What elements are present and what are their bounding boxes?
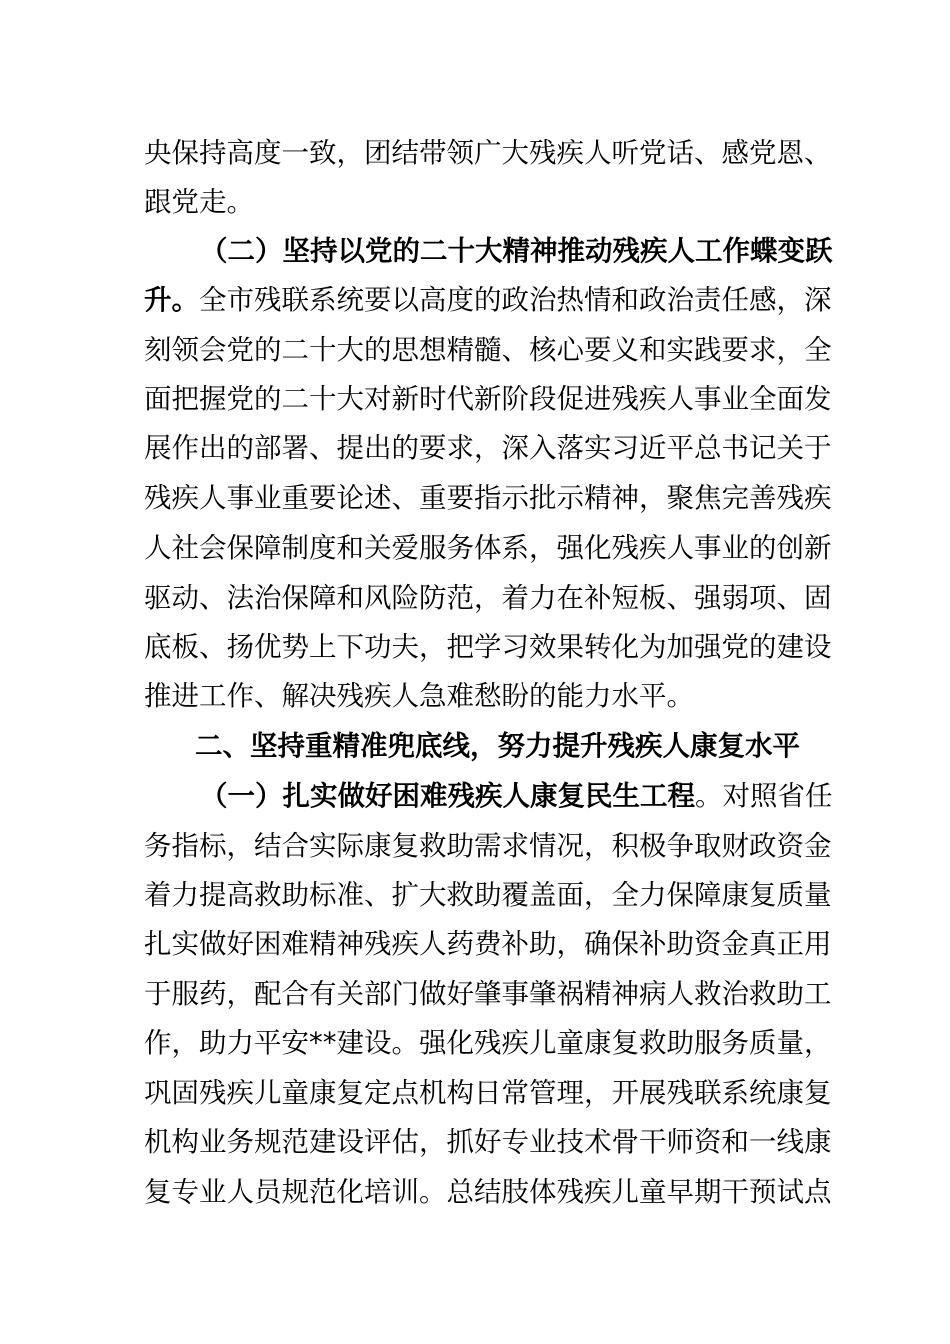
subsection-heading-end: 升。 bbox=[144, 284, 199, 316]
text-line: 复专业人员规范化培训。总结肢体残疾儿童早期干预试点 bbox=[144, 1176, 832, 1208]
text-line: 务指标，结合实际康复救助需求情况，积极争取财政资金 bbox=[144, 830, 832, 862]
text-line: 央保持高度一致，团结带领广大残疾人听党话、感党恩、 bbox=[144, 137, 832, 169]
text-line: 机构业务规范建设评估，抓好专业技术骨干师资和一线康 bbox=[144, 1126, 832, 1158]
text-line bbox=[144, 275, 832, 325]
subsection-heading bbox=[200, 226, 833, 276]
section-heading: 二、坚持重精准兜底线，努力提升残疾人康复水平 bbox=[195, 730, 800, 762]
text-span: 。对照省任 bbox=[695, 780, 833, 812]
text-line: 跟党走。 bbox=[144, 186, 254, 218]
text-line: 展作出的部署、提出的要求，深入落实习近平总书记关于 bbox=[144, 432, 832, 464]
text-line: 着力提高救助标准、扩大救助覆盖面，全力保障康复质量 bbox=[144, 879, 832, 911]
text-line: 扎实做好困难精神残疾人药费补助，确保补助资金真正用 bbox=[144, 928, 832, 960]
text-line: 驱动、法治保障和风险防范，着力在补短板、强弱项、固 bbox=[144, 582, 832, 614]
text-line: 作，助力平安**建设。强化残疾儿童康复救助服务质量， bbox=[144, 1027, 832, 1059]
text-line: 底板、扬优势上下功夫，把学习效果转化为加强党的建设 bbox=[144, 631, 832, 663]
text-line: 于服药，配合有关部门做好肇事肇祸精神病人救治救助工 bbox=[144, 978, 832, 1010]
text-line bbox=[200, 771, 833, 821]
subsection-heading-text: （一）扎实做好困难残疾人康复民生工程 bbox=[200, 780, 695, 812]
text-line: 面把握党的二十大对新时代新阶段促进残疾人事业全面发 bbox=[144, 383, 832, 415]
subsection-heading-text: （二）坚持以党的二十大精神推动残疾人工作蝶变跃 bbox=[200, 235, 833, 267]
text-line: 巩固残疾儿童康复定点机构日常管理，开展残联系统康复 bbox=[144, 1077, 832, 1109]
text-line: 人社会保障制度和关爱服务体系，强化残疾人事业的创新 bbox=[144, 532, 832, 564]
text-line: 推进工作、解决残疾人急难愁盼的能力水平。 bbox=[144, 680, 694, 712]
text-line: 刻领会党的二十大的思想精髓、核心要义和实践要求，全 bbox=[144, 334, 832, 366]
text-span: 全市残联系统要以高度的政治热情和政治责任感，深 bbox=[199, 284, 832, 316]
text-line: 残疾人事业重要论述、重要指示批示精神，聚焦完善残疾 bbox=[144, 482, 832, 514]
